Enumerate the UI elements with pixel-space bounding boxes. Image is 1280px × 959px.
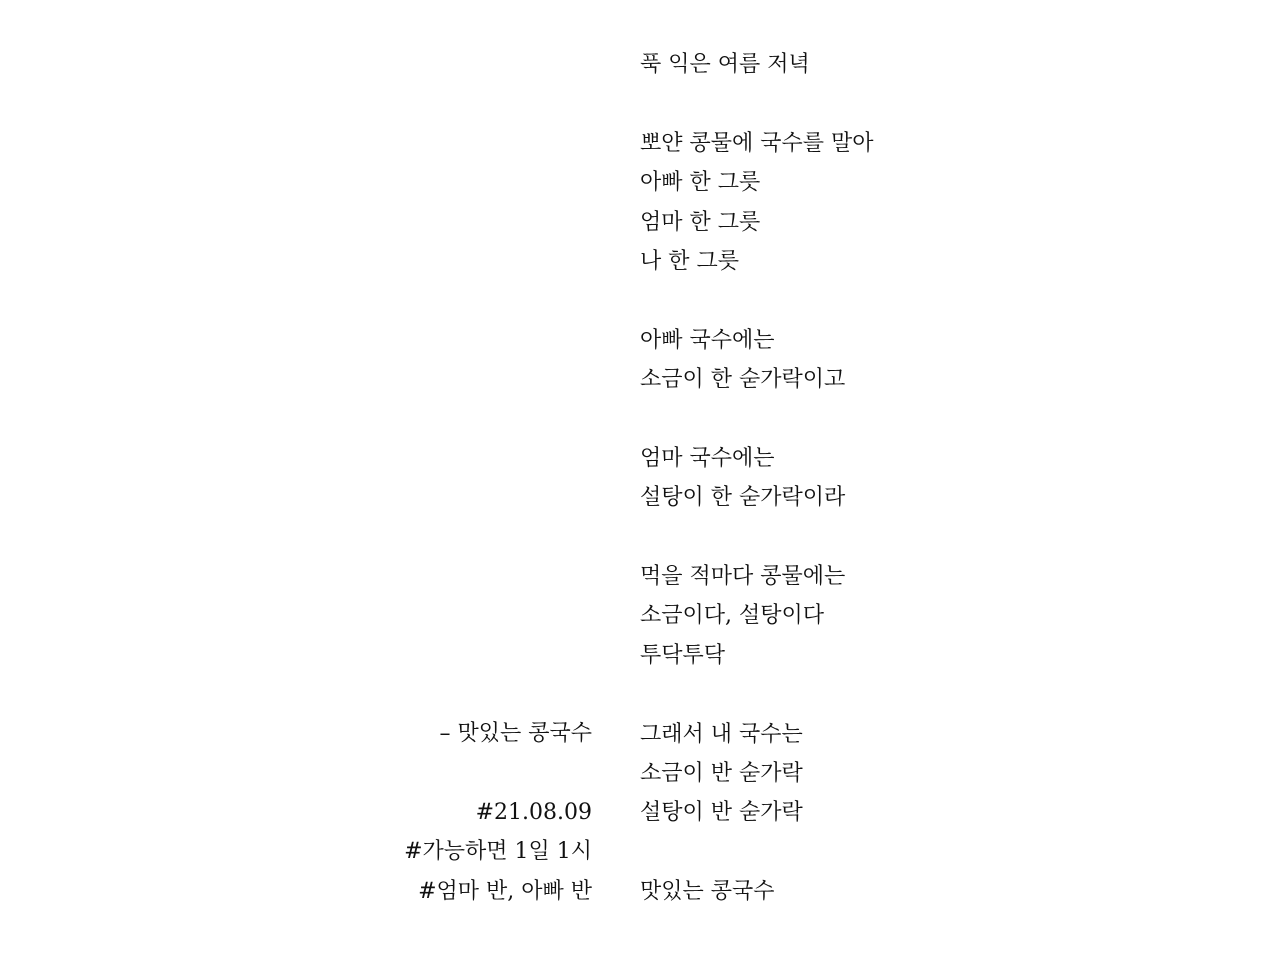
poem-line: 아빠 한 그릇 xyxy=(640,170,761,196)
poem-line: 먹을 적마다 콩물에는 xyxy=(640,564,846,590)
poem-line: 설탕이 한 숟가락이라 xyxy=(640,485,846,511)
hashtag: #가능하면 1일 1시 xyxy=(404,839,592,865)
poem-meta xyxy=(232,714,592,911)
stanza-break xyxy=(640,518,1200,557)
stanza-break xyxy=(640,833,1200,872)
poem-line: 맛있는 콩국수 xyxy=(640,879,775,905)
stanza-break xyxy=(640,281,1200,320)
stanza-break xyxy=(640,675,1200,714)
poem-line: 나 한 그릇 xyxy=(640,248,739,274)
poem-line: 그래서 내 국수는 xyxy=(640,721,803,747)
meta-spacer xyxy=(232,753,592,792)
stanza-break xyxy=(640,400,1200,439)
poem-line: 아빠 국수에는 xyxy=(640,327,775,353)
poem-line: 소금이다, 설탕이다 xyxy=(640,603,825,629)
poem-line: 뽀얀 콩물에 국수를 말아 xyxy=(640,130,874,156)
poem-line: 소금이 반 숟가락 xyxy=(640,761,803,787)
poem-line: 투닥투닥 xyxy=(640,642,726,668)
stanza-break xyxy=(640,84,1200,123)
poem-body xyxy=(640,45,1200,912)
hashtag: #엄마 반, 아빠 반 xyxy=(418,878,592,904)
poem-line: 엄마 한 그릇 xyxy=(640,209,761,235)
poem-line: 설탕이 반 숟가락 xyxy=(640,800,803,826)
poem-title: – 맛있는 콩국수 xyxy=(439,721,592,746)
date-hashtag: #21.08.09 xyxy=(475,799,592,825)
poem-line: 소금이 한 숟가락이고 xyxy=(640,367,846,393)
poem-line: 푹 익은 여름 저녁 xyxy=(640,52,810,77)
poem-line: 엄마 국수에는 xyxy=(640,445,775,471)
